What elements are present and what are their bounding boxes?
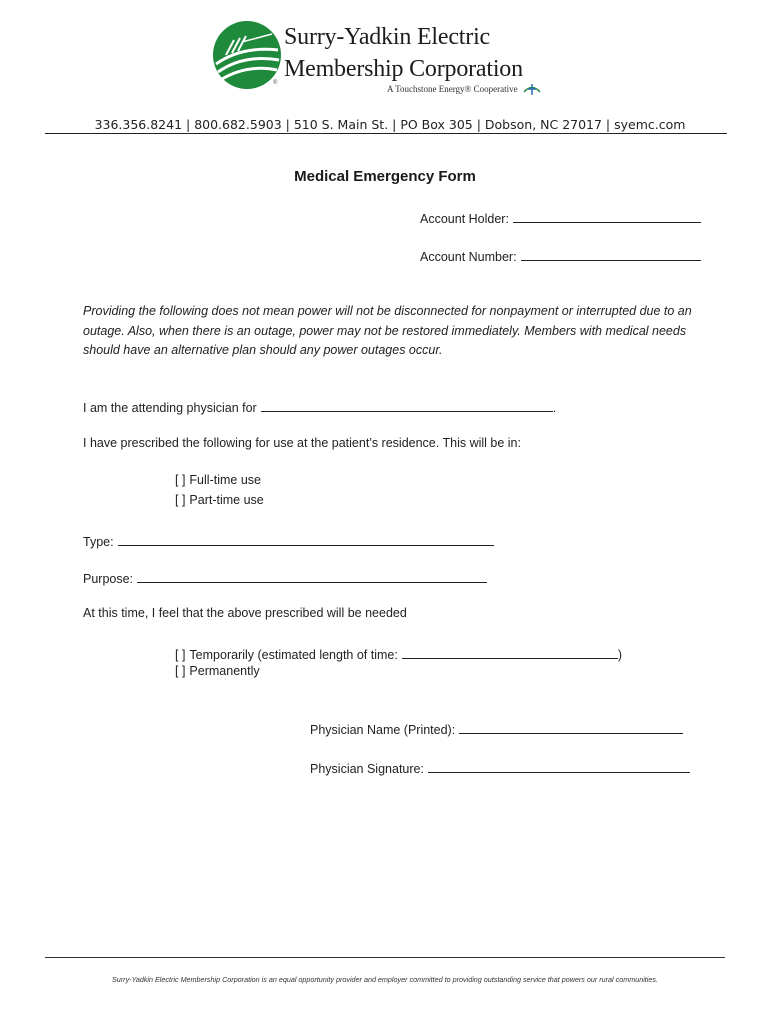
purpose-row — [83, 569, 487, 586]
full-time-checkbox[interactable]: [ ] — [175, 473, 186, 487]
temporarily-label: Temporarily (estimated length of time: — [189, 648, 398, 662]
account-number-field[interactable] — [521, 247, 701, 261]
permanently-label: Permanently — [189, 664, 260, 678]
account-holder-field[interactable] — [513, 209, 701, 223]
physician-name-label: Physician Name (Printed): — [310, 723, 456, 737]
temporarily-suffix: ) — [617, 648, 623, 662]
type-field[interactable] — [118, 532, 494, 546]
part-time-label: Part-time use — [189, 493, 264, 507]
temporarily-option[interactable] — [175, 645, 622, 662]
patient-name-field[interactable] — [261, 398, 553, 412]
type-label: Type: — [83, 535, 114, 549]
account-number-label: Account Number: — [420, 250, 517, 264]
contact-text: 336.356.8241 | 800.682.5903 | 510 S. Main St. | PO Box 305 | Dobson, NC 27017 | syemc.com — [94, 117, 686, 132]
permanently-option[interactable] — [175, 664, 260, 678]
footer-divider — [45, 957, 725, 958]
account-holder-row — [420, 209, 701, 226]
needed-statement: At this time, I feel that the above prescribed will be needed — [83, 606, 407, 620]
permanently-checkbox[interactable]: [ ] — [175, 664, 186, 678]
purpose-field[interactable] — [137, 569, 487, 583]
registered-mark: ® — [273, 80, 278, 86]
physician-name-row — [310, 720, 683, 737]
attending-physician-period: . — [552, 401, 557, 415]
page-title: Medical Emergency Form — [294, 168, 476, 185]
physician-name-field[interactable] — [459, 720, 683, 734]
physician-signature-row — [310, 759, 690, 776]
temporarily-checkbox[interactable]: [ ] — [175, 648, 186, 662]
physician-signature-field[interactable] — [428, 759, 690, 773]
attending-physician-row — [83, 398, 556, 415]
touchstone-energy-icon — [523, 82, 541, 96]
type-row — [83, 532, 494, 549]
org-tagline: A Touchstone Energy® Cooperative — [387, 84, 518, 94]
contact-info — [45, 117, 727, 134]
attending-physician-label: I am the attending physician for — [83, 401, 257, 415]
purpose-label: Purpose: — [83, 572, 134, 586]
part-time-use-option[interactable] — [175, 493, 264, 507]
part-time-checkbox[interactable]: [ ] — [175, 493, 186, 507]
footer-statement: Surry-Yadkin Electric Membership Corporation is an equal opportunity provider and employer committed to providing outstanding service that powers our rural communities. — [112, 975, 658, 984]
disclaimer-text: Providing the following does not mean power will not be disconnected for nonpayment or interrupted due to an outage. Also, when there is an outage, power may not be restored immediately. Members with medical needs should have an alternative plan should any power outages occur. — [83, 304, 692, 357]
length-of-time-field[interactable] — [402, 645, 618, 659]
full-time-label: Full-time use — [189, 473, 261, 487]
prescribed-statement: I have prescribed the following for use at the patient’s residence. This will be in: — [83, 436, 521, 450]
org-name-line1: Surry-Yadkin Electric — [284, 24, 490, 50]
company-logo — [212, 18, 552, 98]
account-holder-label: Account Holder: — [420, 212, 509, 226]
org-name-line2: Membership Corporation — [284, 56, 523, 82]
account-number-row — [420, 247, 701, 264]
full-time-use-option[interactable] — [175, 473, 261, 487]
logo-emblem-icon — [212, 20, 282, 90]
physician-signature-label: Physician Signature: — [310, 762, 424, 776]
